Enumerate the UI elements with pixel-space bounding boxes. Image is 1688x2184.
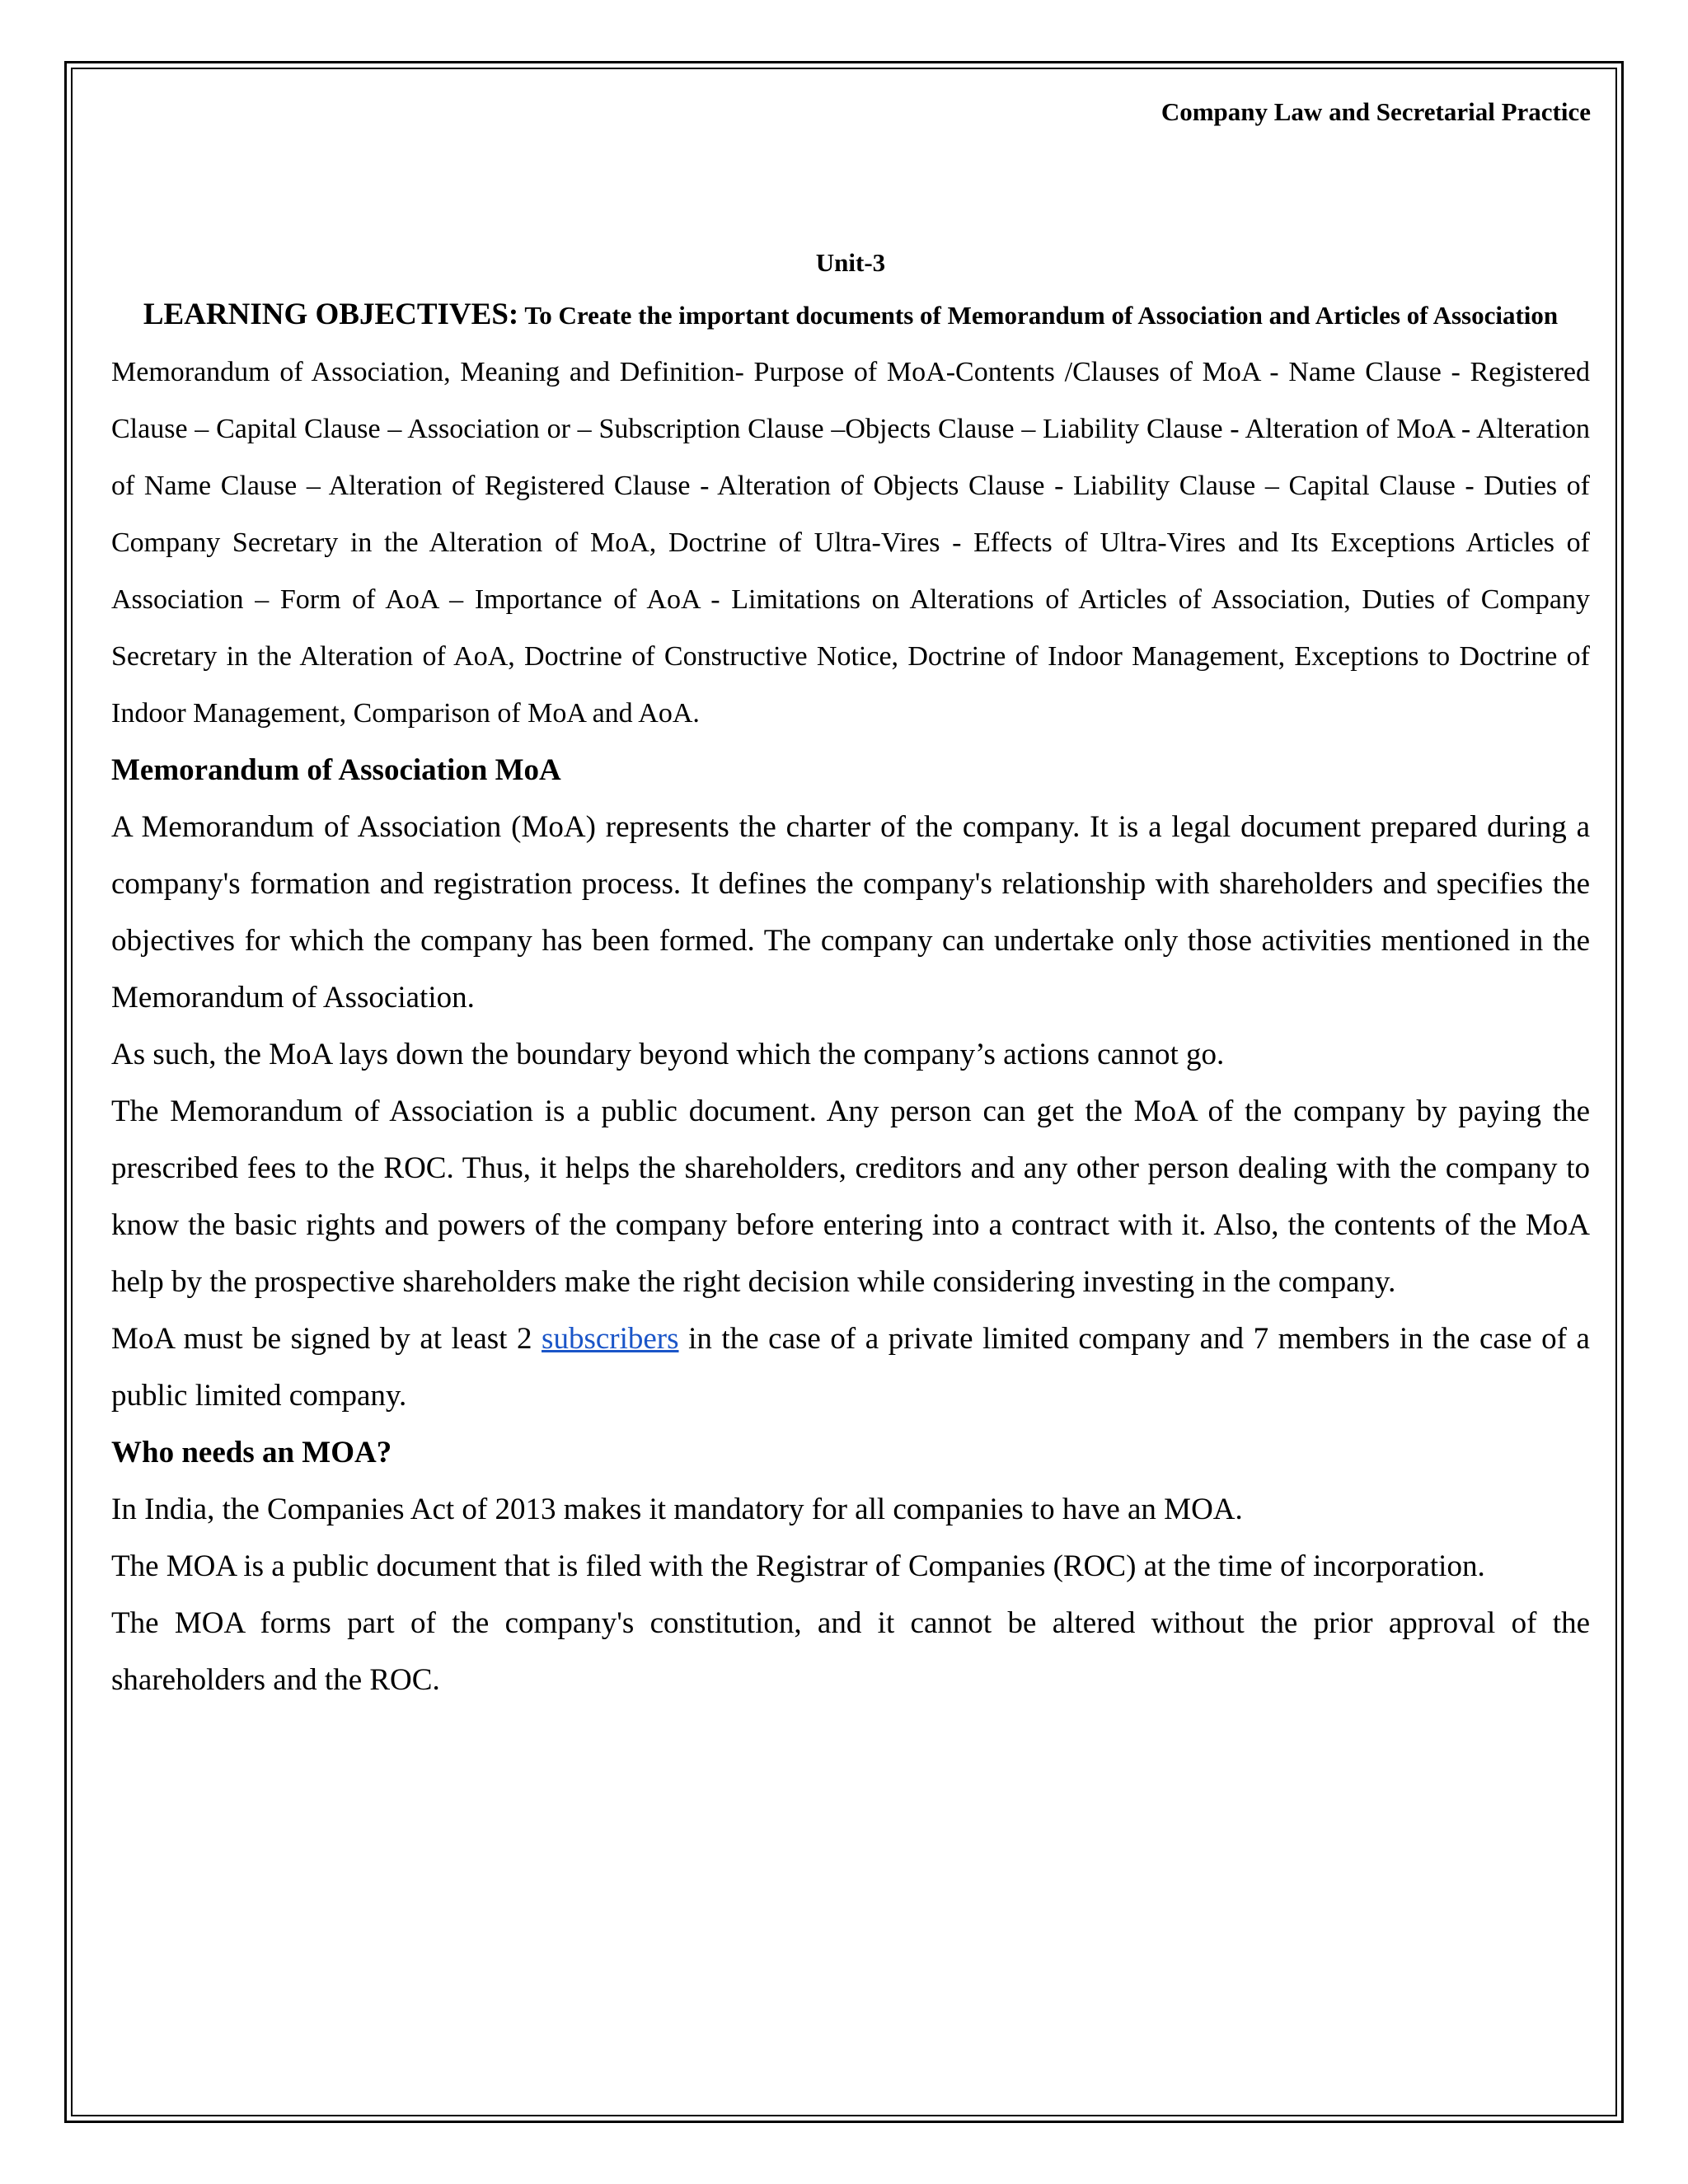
moa-p4-before: MoA must be signed by at least 2: [111, 1322, 542, 1356]
who-paragraph-1: In India, the Companies Act of 2013 makes it mandatory for all companies to have an MOA.: [111, 1493, 1243, 1526]
subscribers-link[interactable]: subscribers: [542, 1322, 679, 1356]
moa-paragraph-2: As such, the MoA lays down the boundary beyond which the company’s actions cannot go.: [111, 1038, 1225, 1071]
moa-p4-after: in the case of a private limited company and 7 members in the case of a public limited company.: [111, 1322, 1590, 1413]
unit-title: Unit-3: [815, 248, 886, 277]
moa-paragraph-1: A Memorandum of Association (MoA) represents the charter of the company. It is a legal document prepared during a company's formation and registration process. It defines the company's relationship with shareholders and specifies the objectives for which the company has been formed. The company can undertake only those activities mentioned in the Memorandum of Association.: [111, 810, 1590, 1015]
running-header: Company Law and Secretarial Practice: [1160, 97, 1591, 126]
who-paragraph-3: The MOA forms part of the company's constitution, and it cannot be altered without the prior approval of the shareholders and the ROC.: [111, 1606, 1590, 1697]
moa-paragraph-3: The Memorandum of Association is a public document. Any person can get the MoA of the company by paying the prescribed fees to the ROC. Thus, it helps the shareholders, creditors and any other person dealing with the company to know the basic rights and powers of the company before entering into a contract with it. Also, the contents of the MoA help by the prospective shareholders make the right decision while considering investing in the company.: [111, 1094, 1590, 1299]
learning-objectives: [111, 287, 1590, 344]
moa-paragraph-4: [111, 1310, 1590, 1424]
syllabus-topics: Memorandum of Association, Meaning and Definition- Purpose of MoA-Contents /Clauses of MoA - Name Clause - Registered Clause – Capital Clause – Association or – Subscription Clause –Objects Clause – Liability Clause - Alteration of MoA - Alteration of Name Clause – Alteration of Registered Clause - Alteration of Objects Clause - Liability Clause – Capital Clause - Duties of Company Secretary in the Alteration of MoA, Doctrine of Ultra-Vires - Effects of Ultra-Vires and Its Exceptions Articles of Association – Form of AoA – Importance of AoA - Limitations on Alterations of Articles of Association, Duties of Company Secretary in the Alteration of AoA, Doctrine of Constructive Notice, Doctrine of Indoor Management, Exceptions to Doctrine of Indoor Management, Comparison of MoA and AoA.: [111, 357, 1590, 729]
section-heading-moa: Memorandum of Association MoA: [111, 753, 561, 787]
objectives-label: LEARNING OBJECTIVES:: [143, 298, 519, 331]
section-heading-who-needs: Who needs an MOA?: [111, 1436, 392, 1469]
objectives-text: To Create the important documents of Memorandum of Association and Articles of Association: [518, 301, 1559, 330]
page-content: [111, 239, 1590, 1708]
who-paragraph-2: The MOA is a public document that is filed with the Registrar of Companies (ROC) at the time of incorporation.: [111, 1549, 1485, 1583]
